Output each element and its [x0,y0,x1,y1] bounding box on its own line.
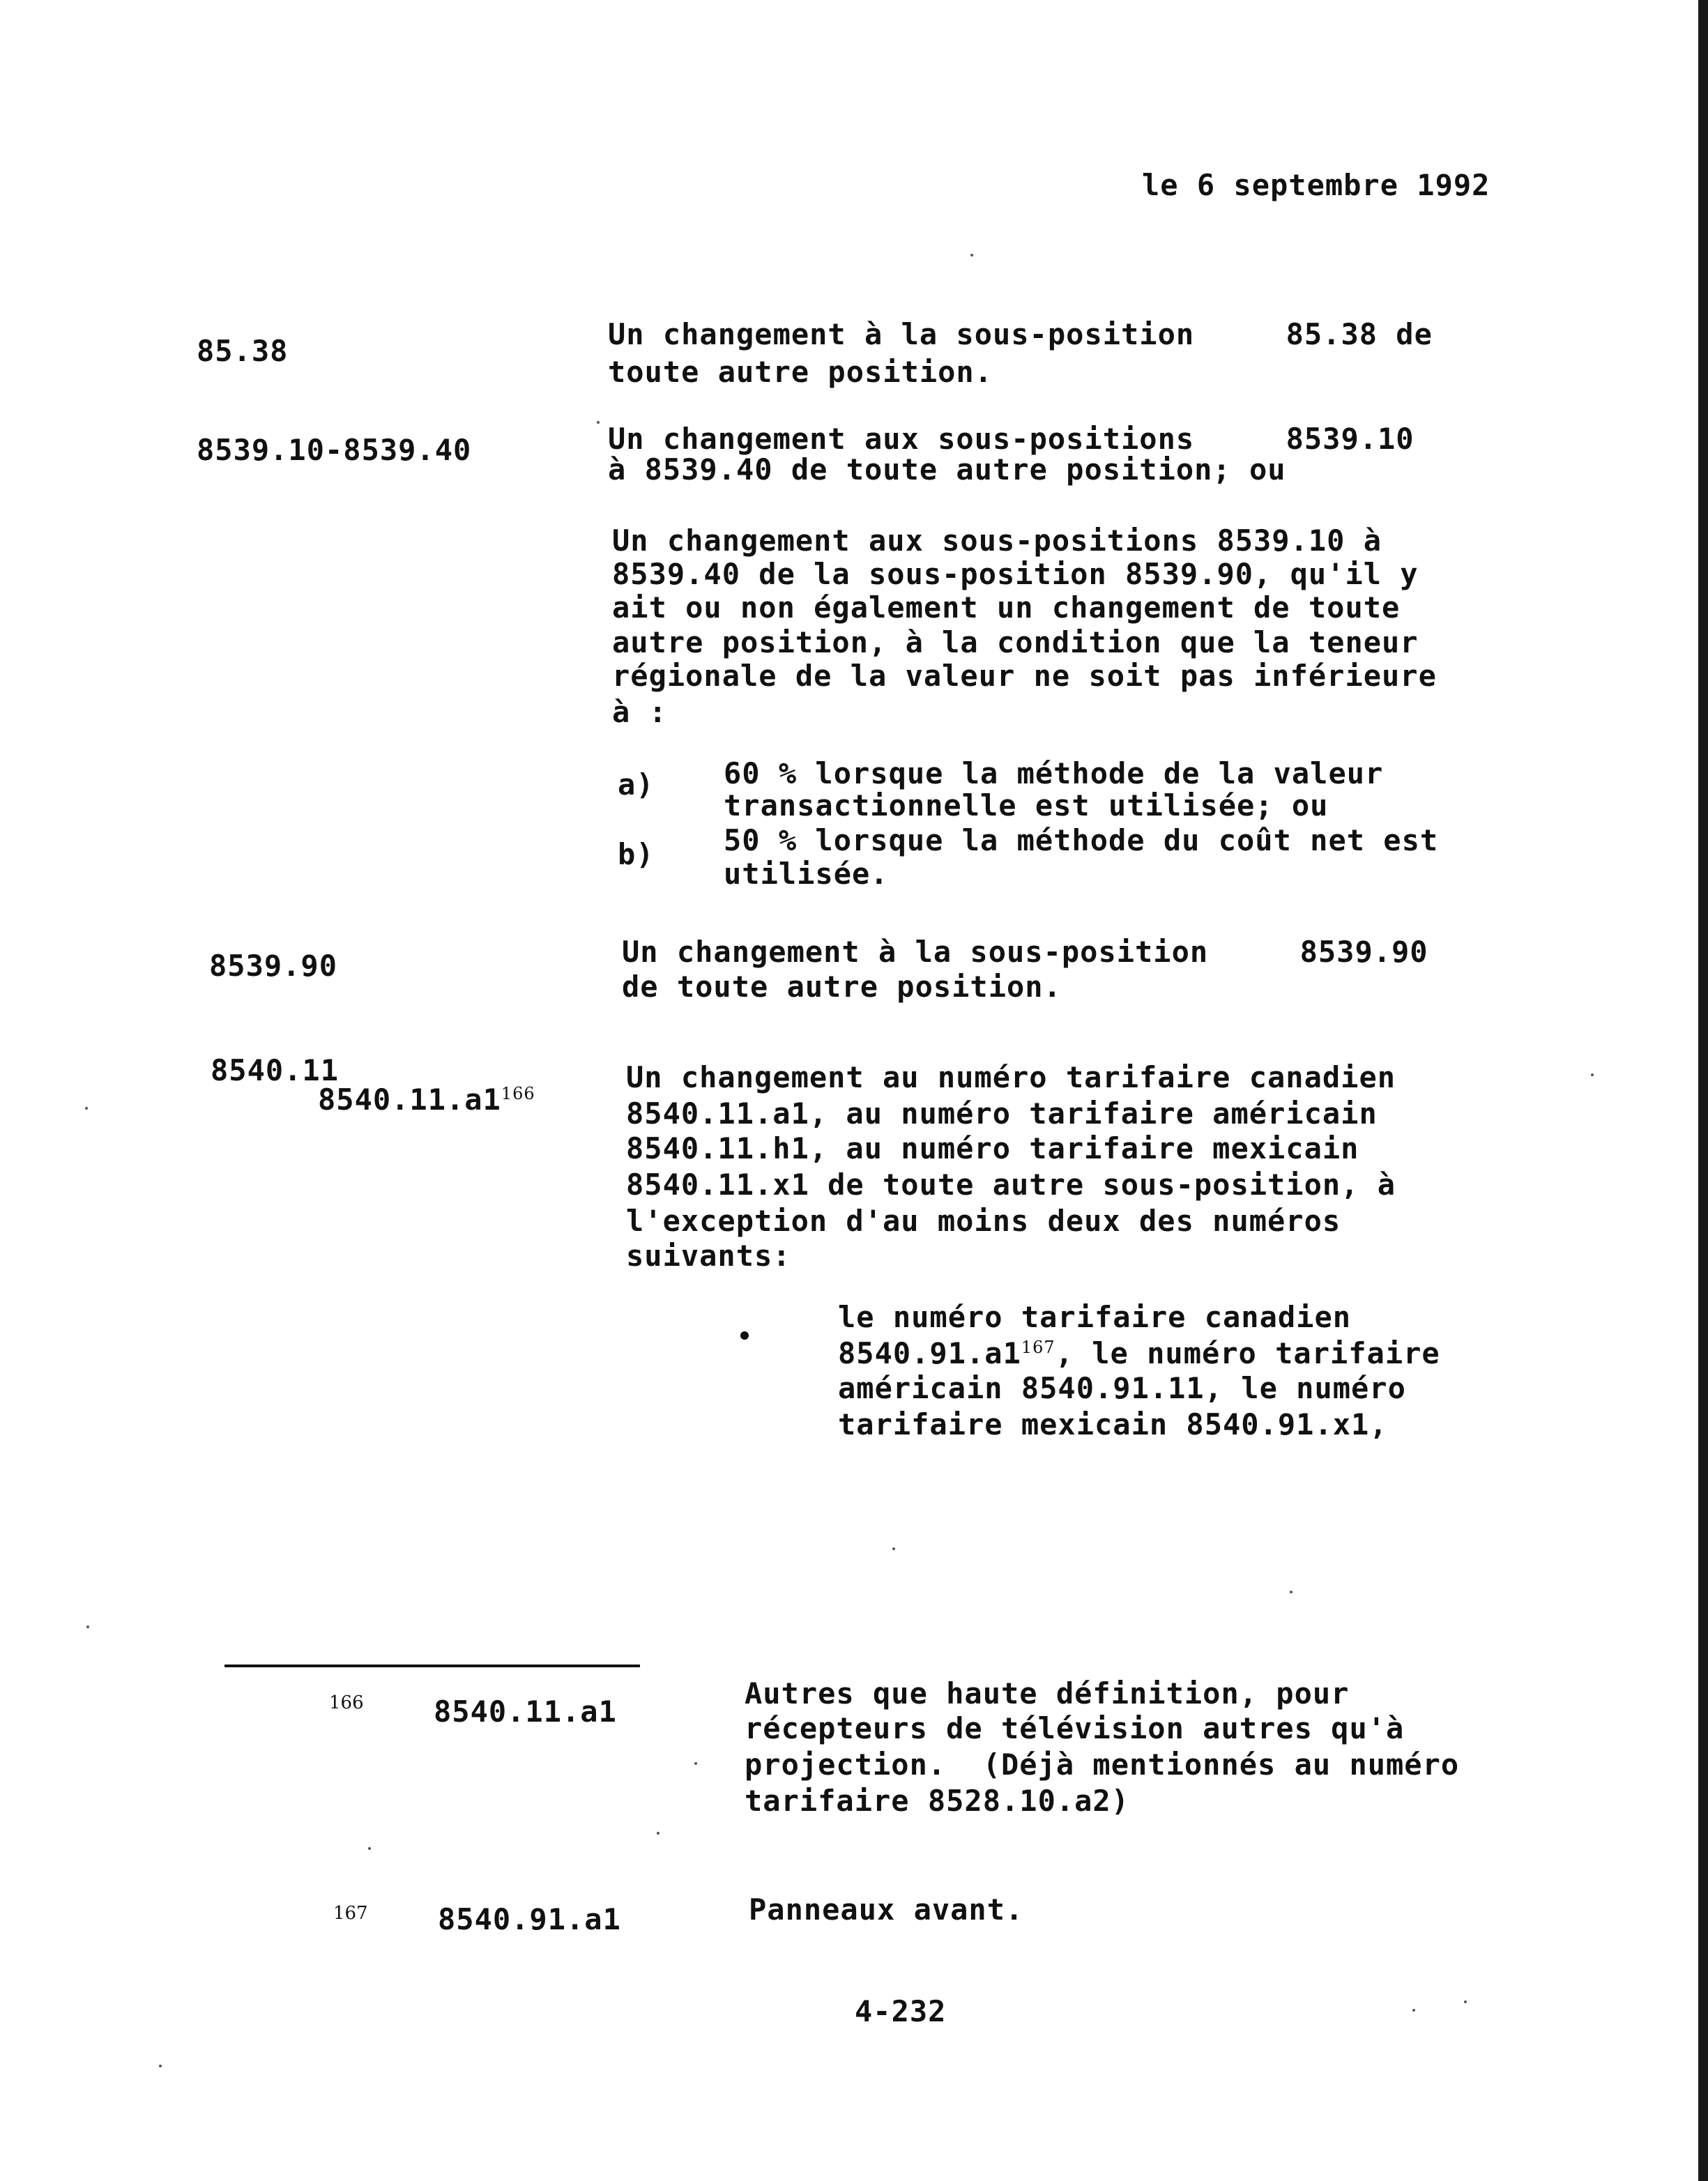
footnote-166-line-2: récepteurs de télévision autres qu'à [745,1711,1405,1745]
scan-speck [1290,1591,1293,1593]
bullet-icon [740,1331,749,1340]
bullet-line-2 [838,1337,1440,1370]
footnote-166-line-3: projection. (Déjà mentionnés au numéro [745,1747,1460,1782]
scan-speck [1412,2009,1415,2012]
rule-code-8539-10-8539-40: 8539.10-8539.40 [197,433,472,467]
scan-edge [1698,0,1708,2181]
rule-8540-11-text-line-5: l'exception d'au moins deux des numéros [626,1204,1341,1238]
rule-8539-10-text-line-2: à 8539.40 de toute autre position; ou [608,452,1286,487]
rule-8539-10-para2-line-3: ait ou non également un changement de toute [612,590,1401,625]
scan-speck [1464,2000,1467,2003]
scan-speck [1591,1073,1594,1076]
rule-8540-11-text-line-1: Un changement au numéro tarifaire canadien [626,1060,1396,1094]
rule-code-8539-90: 8539.90 [209,949,338,983]
rule-code-8540-11: 8540.11 [211,1053,340,1087]
scan-speck [892,1547,895,1550]
rule-8539-10-para2-line-4: autre position, à la condition que la teneur [612,625,1419,659]
subcode-text: 8540.11.a1 [318,1082,501,1117]
scan-speck [694,1762,697,1765]
rule-8540-11-text-line-6: suivants: [626,1239,791,1273]
rule-8540-11-text-line-3: 8540.11.h1, au numéro tarifaire mexicain [626,1131,1359,1165]
list-marker-b: b) [618,837,655,871]
rule-8539-10-para2-line-6: à : [612,695,667,729]
list-item-a-line-1: 60 % lorsque la méthode de la valeur [724,756,1384,790]
scan-speck [86,1625,89,1628]
scan-speck [970,254,973,257]
page-number: 4-232 [855,1994,947,2028]
scan-speck [159,2065,162,2067]
scan-speck [597,421,600,424]
scan-speck [657,1832,659,1835]
rule-subcode-8540-11-a1 [318,1083,535,1117]
rule-8539-90-text-line-1: Un changement à la sous-position 8539.90 [622,935,1428,969]
rule-85-38-text-line-1: Un changement à la sous-position 85.38 de [608,317,1433,351]
scan-speck [368,1847,371,1850]
list-item-b-line-2: utilisée. [724,857,889,891]
footnote-166-line-4: tarifaire 8528.10.a2) [745,1784,1130,1818]
footnote-ref-166: 166 [501,1084,535,1103]
footnote-166-line-1: Autres que haute définition, pour [745,1676,1350,1711]
rule-8539-10-para2-line-2: 8539.40 de la sous-position 8539.90, qu'il y [612,557,1419,591]
rule-8539-10-text-line-1: Un changement aux sous-positions 8539.10 [608,422,1415,456]
footnote-167-line-1: Panneaux avant. [749,1892,1024,1927]
footnote-ref-167: 167 [1021,1338,1055,1357]
rule-8539-90-text-line-2: de toute autre position. [622,970,1062,1004]
bullet-line-4: tarifaire mexicain 8540.91.x1, [838,1407,1388,1441]
document-date: le 6 septembre 1992 [1142,168,1490,202]
rule-8539-10-para2-line-5: régionale de la valeur ne soit pas inférieure [612,659,1437,693]
footnote-separator [224,1665,640,1667]
footnote-number-167: 167 [333,1903,368,1924]
footnote-code-167: 8540.91.a1 [438,1902,621,1936]
rule-8539-10-para2-line-1: Un changement aux sous-positions 8539.10 à [612,523,1382,558]
rule-code-85-38: 85.38 [197,334,289,368]
bullet-line-2-rest: , le numéro tarifaire [1055,1336,1440,1370]
bullet-line-3: américain 8540.91.11, le numéro [838,1371,1406,1405]
rule-85-38-text-line-2: toute autre position. [608,355,993,389]
list-marker-a: a) [618,767,655,802]
rule-8540-11-text-line-2: 8540.11.a1, au numéro tarifaire américain [626,1096,1378,1131]
bullet-line-1: le numéro tarifaire canadien [838,1300,1352,1334]
footnote-code-166: 8540.11.a1 [434,1694,617,1729]
list-item-a-line-2: transactionnelle est utilisée; ou [724,788,1329,822]
scan-speck [85,1107,88,1110]
rule-8540-11-text-line-4: 8540.11.x1 de toute autre sous-position, à [626,1168,1396,1202]
list-item-b-line-1: 50 % lorsque la méthode du coût net est [724,823,1439,857]
footnote-number-166: 166 [329,1692,364,1713]
bullet-code: 8540.91.a1 [838,1336,1021,1370]
